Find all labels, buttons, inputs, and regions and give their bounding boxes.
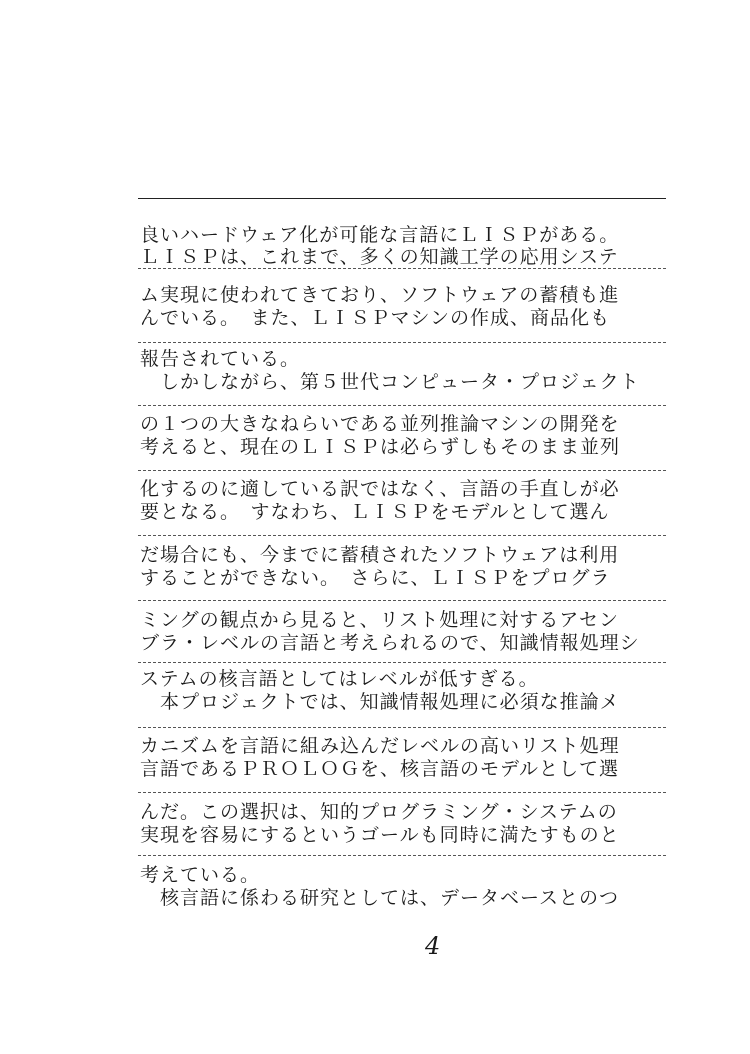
- ruled-line: [138, 535, 666, 536]
- text-line-7: の１つの大きなねらいである並列推論マシンの開発を: [140, 413, 620, 435]
- text-line-19: んだ。この選択は、知的プログラミング・システムの: [140, 801, 618, 823]
- text-line-21: 考えている。: [140, 864, 261, 886]
- text-line-2: ＬＩＳＰは、これまで、多くの知識工学の応用システ: [140, 246, 619, 268]
- text-line-6: しかしながら、第５世代コンピュータ・プロジェクト: [140, 371, 640, 393]
- text-line-20: 実現を容易にするというゴールも同時に満たすものと: [140, 824, 620, 846]
- text-line-15: ステムの核言語としてはレベルが低すぎる。: [140, 668, 539, 690]
- ruled-line: [138, 855, 666, 856]
- text-line-18: 言語であるＰＲＯＬＯＧを、核言語のモデルとして選: [140, 758, 620, 780]
- text-line-9: 化するのに適している訳ではなく、言語の手直しが必: [140, 478, 620, 500]
- text-line-13: ミングの観点から見ると、リスト処理に対するアセン: [140, 609, 620, 631]
- text-line-14: ブラ・レベルの言語と考えられるので、知識情報処理シ: [140, 632, 640, 654]
- text-line-17: カニズムを言語に組み込んだレベルの高いリスト処理: [140, 735, 620, 757]
- text-line-10: 要となる。 すなわち、ＬＩＳＰをモデルとして選ん: [140, 501, 610, 523]
- ruled-line: [138, 470, 666, 471]
- text-line-1: 良いハードウェア化が可能な言語にＬＩＳＰがある。: [140, 224, 620, 246]
- text-line-3: ム実現に使われてきており、ソフトウェアの蓄積も進: [140, 284, 620, 306]
- ruled-line: [138, 792, 666, 793]
- text-line-12: することができない。 さらに、ＬＩＳＰをプログラ: [140, 567, 611, 589]
- ruled-line: [138, 727, 666, 728]
- text-line-5: 報告されている。: [140, 348, 301, 370]
- text-line-16: 本プロジェクトでは、知識情報処理に必須な推論メ: [140, 691, 620, 713]
- text-line-4: んでいる。 また、ＬＩＳＰマシンの作成、商品化も: [140, 307, 611, 329]
- text-line-22: 核言語に係わる研究としては、データベースとのつ: [140, 887, 620, 909]
- ruled-line: [138, 662, 666, 663]
- page-number: 4: [425, 932, 441, 960]
- ruled-line: [138, 405, 666, 406]
- text-line-8: 考えると、現在のＬＩＳＰは必らずしもそのまま並列: [140, 436, 621, 458]
- top-rule: [138, 198, 666, 199]
- ruled-line: [138, 600, 666, 601]
- ruled-line: [138, 342, 666, 343]
- text-line-11: だ場合にも、今までに蓄積されたソフトウェアは利用: [140, 544, 620, 566]
